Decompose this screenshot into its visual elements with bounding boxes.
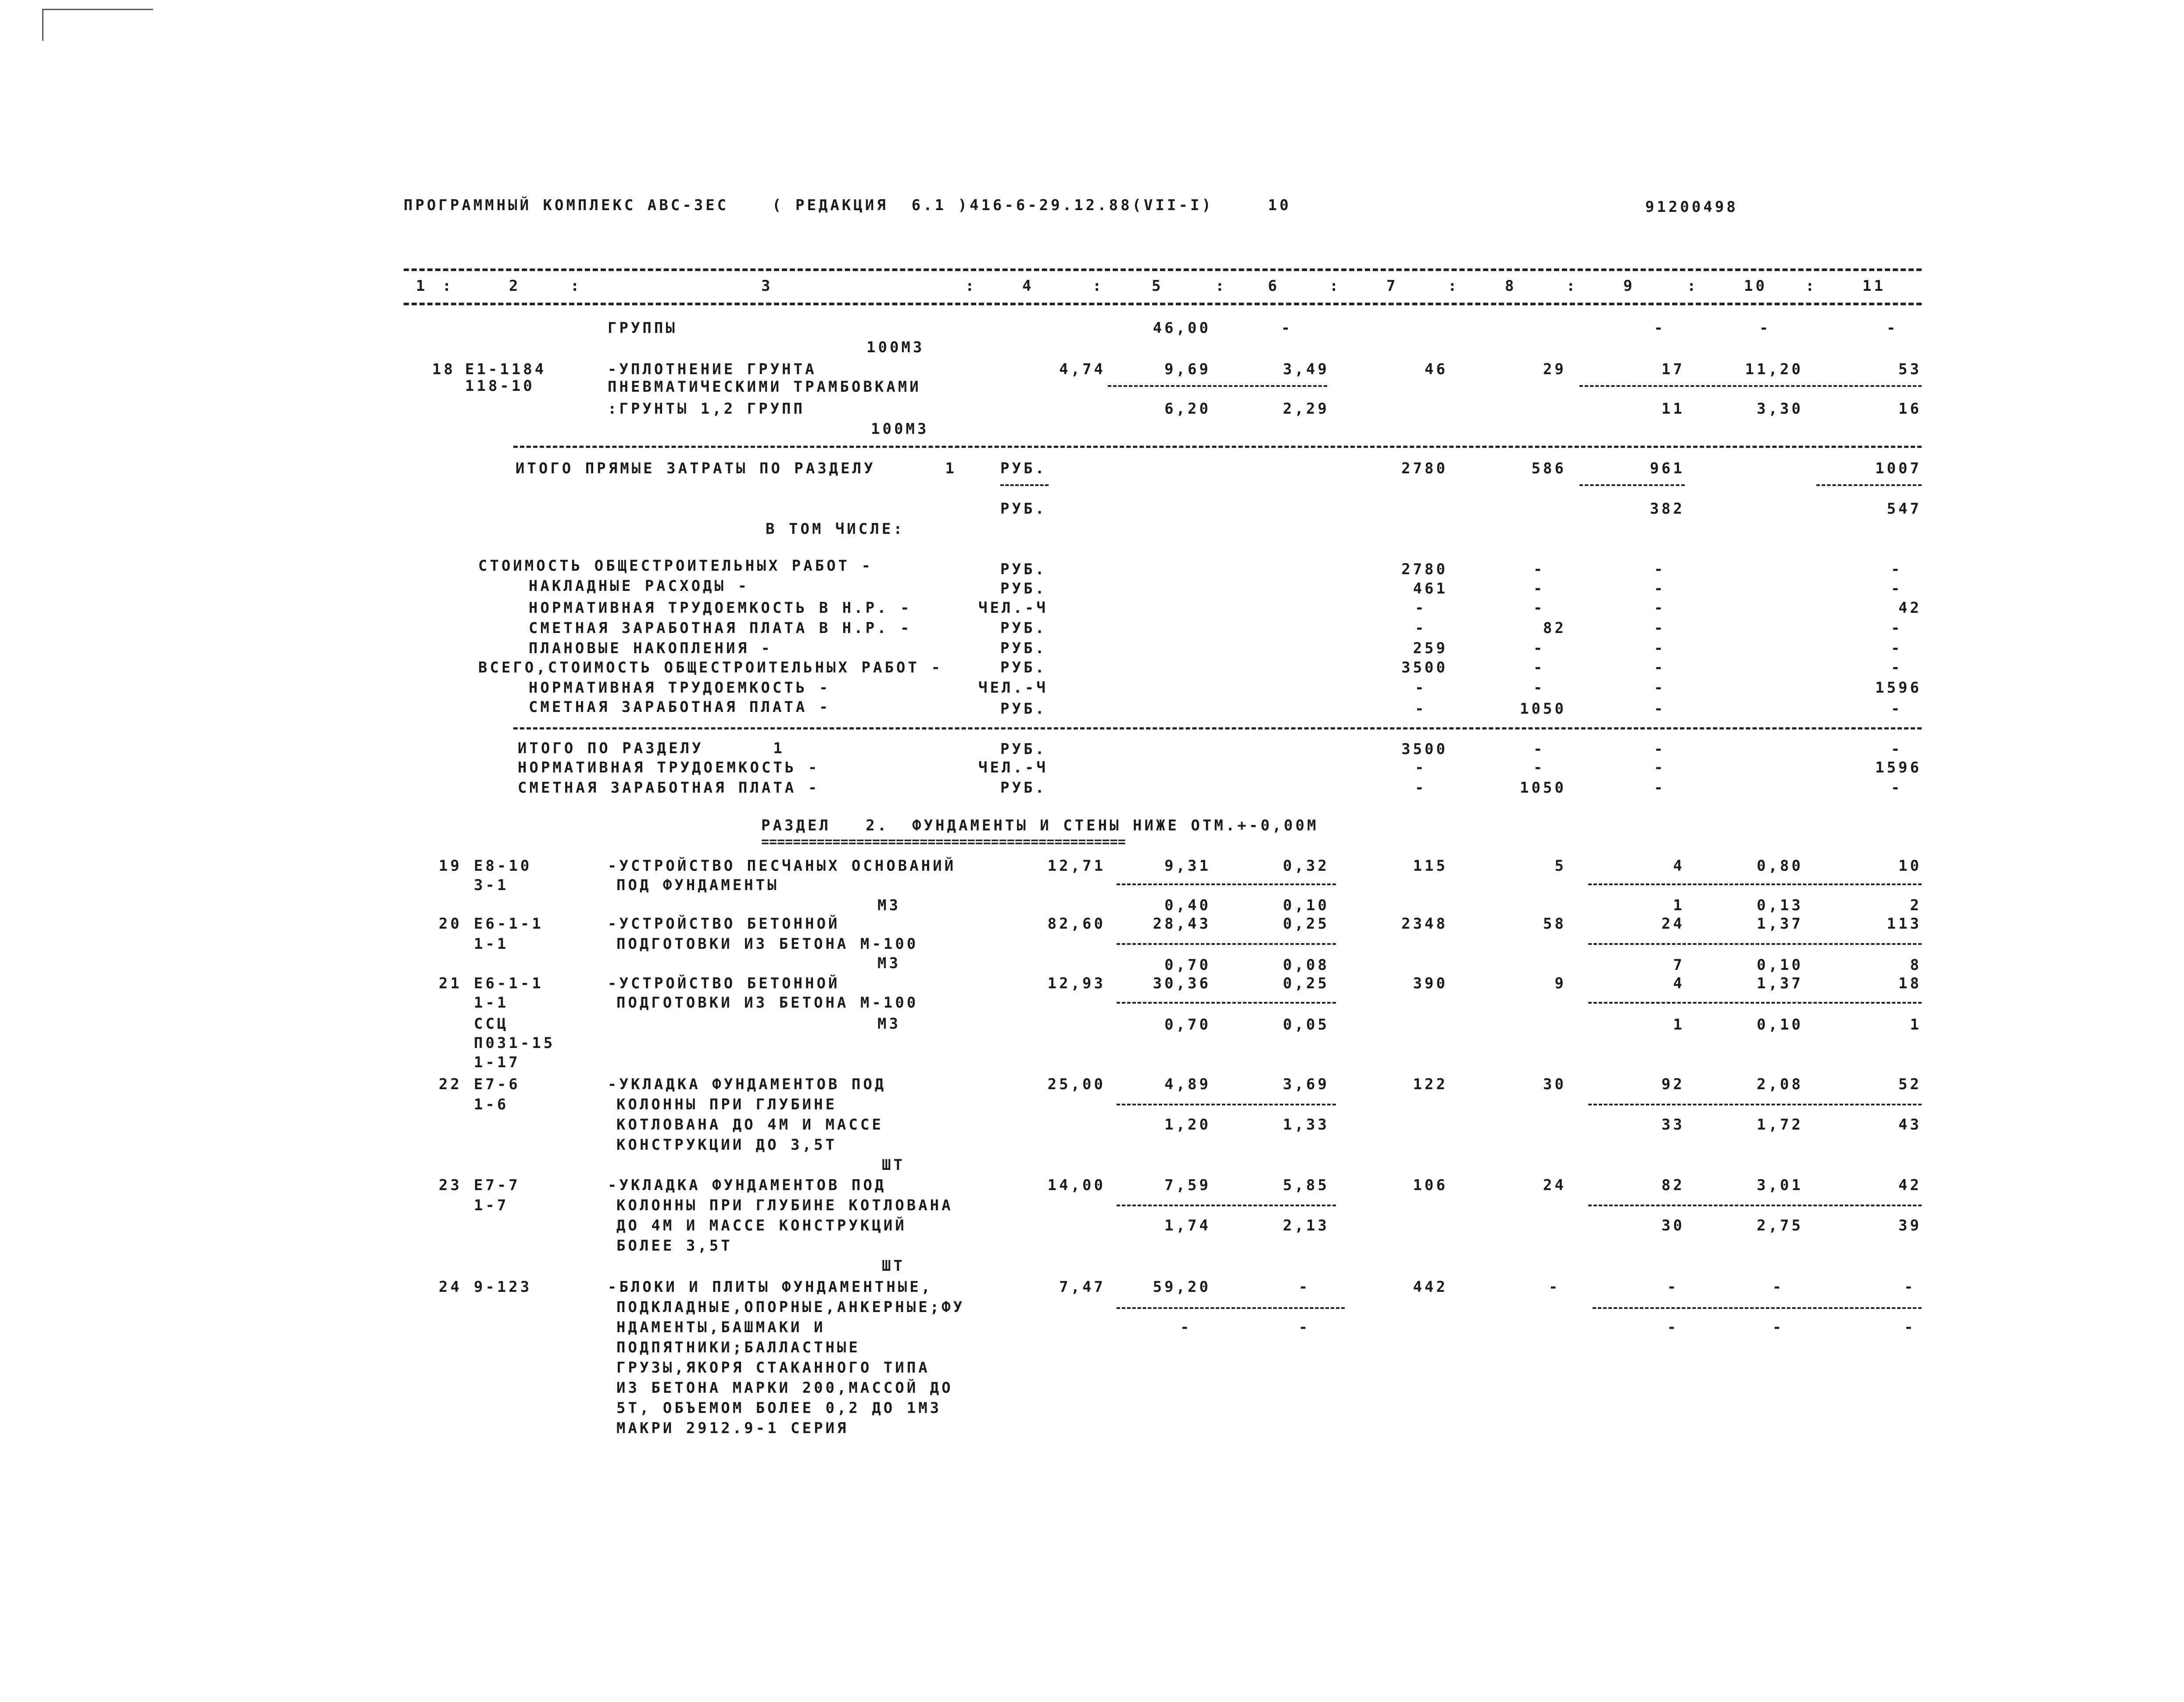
page-number: 10 <box>1268 197 1291 214</box>
col-4: 4 <box>1022 277 1034 295</box>
edition-info: ( РЕДАКЦИЯ 6.1 )416-6-29.12.88(VII-I) <box>772 197 1214 214</box>
scan-corner-mark <box>42 9 153 41</box>
col-5: 5 <box>1152 277 1164 295</box>
section-2-underline: ============================================== <box>761 834 1126 850</box>
col-6: 6 <box>1268 277 1280 295</box>
header-rule-bottom <box>404 303 1922 305</box>
col-11: 11 <box>1862 277 1886 295</box>
header-rule-top <box>404 268 1922 271</box>
section-2-title: РАЗДЕЛ 2. ФУНДАМЕНТЫ И СТЕНЫ НИЖЕ ОТМ.+-0,00М <box>761 817 1319 834</box>
estimate-page: ПРОГРАММНЫЙ КОМПЛЕКС АВС-ЗЕС ( РЕДАКЦИЯ 6.1 )416-6-29.12.88(VII-I) 10 91200498 1 : 2 : 3 : 4 : 5 : 6 : 7 : 8 : 9 : 10 : 11 ГРУППЫ 46,00 - - - - 100М3 18 Е1-1184 118-10 -УПЛОТНЕНИЕ ГРУНТА ПНЕВМАТИЧЕСКИМИ ТРАМБОВКАМИ :ГРУНТЫ 1,2 ГРУПП 100М3 4,74 9,69 3,49 46 29 17 11,20 53 6,20 2,29 11 3,30 16 ИТОГО ПРЯМЫЕ ЗАТРАТЫ ПО РАЗДЕЛУ 1 РУБ. 2780 586 961 1007 РУБ. 382 547 В ТОМ ЧИСЛЕ: СТОИМОСТЬ ОБЩЕСТРОИТЕЛЬНЫХ РАБОТ - РУБ. 2780 - - - НАКЛАДНЫЕ РАСХОДЫ - РУБ. 461 - - - НОРМАТИВНАЯ ТРУДОЕМКОСТЬ В Н.Р. - ЧЕЛ.-Ч - - - 42 СМЕТНАЯ ЗАРАБОТНАЯ ПЛАТА В Н.Р. - РУБ. - 82 - - ПЛАНОВЫЕ НАКОПЛЕНИЯ - РУБ. 259 - - - ВСЕГО,СТОИМОСТЬ ОБЩЕСТРОИТЕЛЬНЫХ РАБОТ - РУБ. 3500 - - - НОРМАТИВНАЯ ТРУДОЕМКОСТЬ - ЧЕЛ.-Ч - - - 1596 СМЕТНАЯ ЗАРАБОТНАЯ ПЛАТА - РУБ. - 1050 - - ИТОГО ПО РАЗДЕЛУ 1 РУБ. 3500 - - - НОРМАТИВНАЯ ТРУДОЕМКОСТЬ - ЧЕЛ.-Ч - - - 1596 СМЕТНАЯ ЗАРАБОТНАЯ ПЛАТА - РУБ. - 1050 - - РАЗДЕЛ 2. ФУНДАМЕНТЫ И СТЕНЫ НИЖЕ ОТМ.+-0,00М ============================================== 19 Е8-10 3-1 -УСТРОЙСТВО ПЕСЧАНЫХ ОСНОВАНИЙ ПОД ФУНДАМЕНТЫ М3 12,71 9,31 0,32 115 5 4 0,80 10 0,40 0,10 1 0,13 2 20 Е6-1-1 1-1 -УСТРОЙСТВО БЕТОННОЙ ПОДГОТОВКИ ИЗ БЕТОНА М-100 М3 82,60 28,43 0,25 2348 58 24 1,37 113 0,70 0,08 7 0,10 8 21 Е6-1-1 1-1 ССЦ П031-15 1-17 -УСТРОЙСТВО БЕТОННОЙ ПОДГОТОВКИ ИЗ БЕТОНА М-100 М3 12,93 30,36 0,25 390 9 4 1,37 18 0,70 0,05 1 0,10 1 22 Е7-6 1-6 -УКЛАДКА ФУНДАМЕНТОВ ПОД КОЛОННЫ ПРИ ГЛУБИНЕ КОТЛОВАНА ДО 4М И МАССЕ КОНСТРУКЦИИ ДО 3,5Т ШТ 25,00 4,89 3,69 122 30 92 2,08 52 1,20 1,33 33 1,72 43 23 Е7-7 1-7 -УКЛАДКА ФУНДАМЕНТОВ ПОД КОЛОННЫ ПРИ ГЛУБИНЕ КОТЛОВАНА ДО 4М И МАССЕ КОНСТРУКЦИЙ БОЛЕЕ 3,5Т ШТ 14,00 7,59 5,85 106 24 82 3,01 42 1,74 2,13 30 2,75 39 24 9-123 -БЛОКИ И ПЛИТЫ ФУНДАМЕНТНЫЕ, ПОДКЛАДНЫЕ,ОПОРНЫЕ,АНКЕРНЫЕ;ФУ НДАМЕНТЫ,БАШМАКИ И ПОДПЯТНИКИ;БАЛЛАСТНЫЕ ГРУЗЫ,ЯКОРЯ СТАКАННОГО ТИПА ИЗ БЕТОНА МАРКИ 200,МАССОЙ ДО 5Т, ОБЪЕМОМ БОЛЕЕ 0,2 ДО 1М3 МАКРИ 2912.9-1 СЕРИЯ 7,47 59,20 - 442 - - - - - - - - - <box>0 0 2184 1702</box>
col-8: 8 <box>1505 277 1517 295</box>
col-9: 9 <box>1623 277 1635 295</box>
document-code: 91200498 <box>1645 198 1738 216</box>
col-7: 7 <box>1386 277 1398 295</box>
col-3: 3 <box>761 277 773 295</box>
col-2: 2 <box>509 277 521 295</box>
col-1: 1 <box>416 277 428 295</box>
program-name: ПРОГРАММНЫЙ КОМПЛЕКС АВС-ЗЕС <box>404 197 729 214</box>
col-10: 10 <box>1744 277 1767 295</box>
